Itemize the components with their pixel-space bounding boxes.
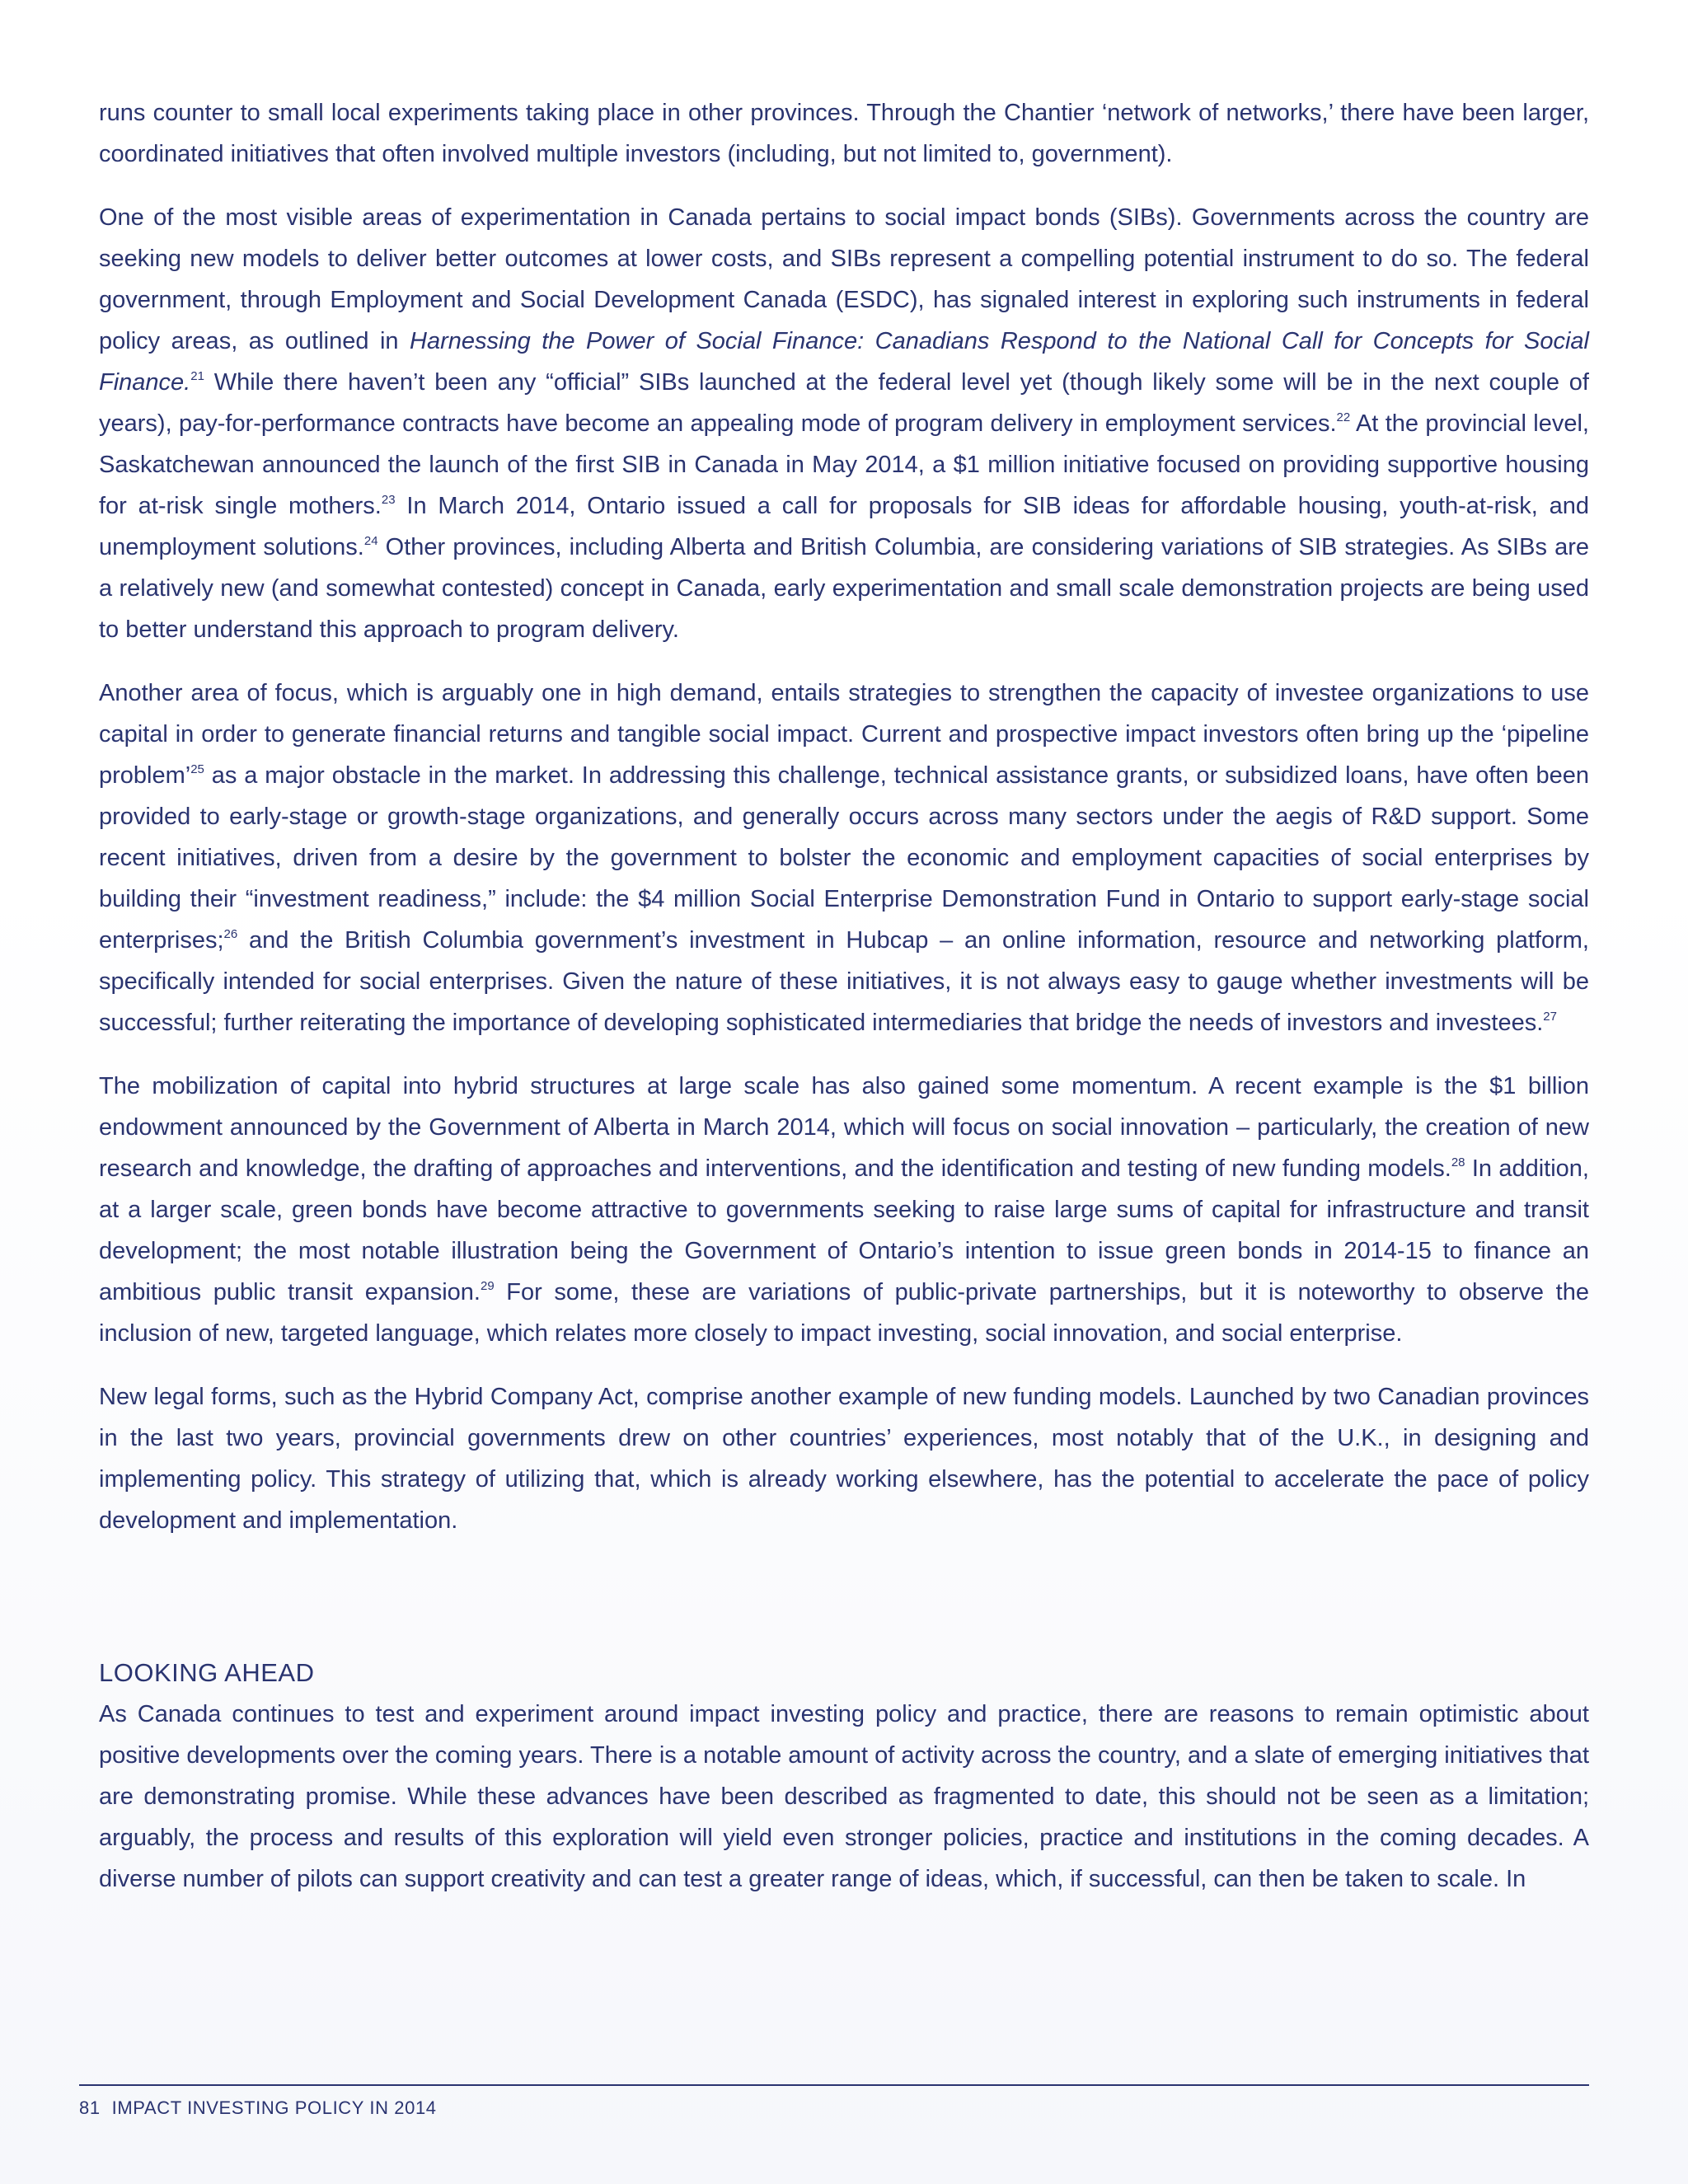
paragraph-text: As Canada continues to test and experiment around impact investing policy and practice, there are reasons to remain optimistic about positive developments over the coming years. There is a notable amount of activity across the country, and a slate of emerging initiatives that are demonstrating promise. While these advances have been described as fragmented to date, this should not be seen as a limitation; arguably, the process and results of this exploration will yield even stronger policies, practice and institutions in the coming decades. A diverse number of pilots can support creativity and can test a greater range of ideas, which, if successful, can then be taken to scale. In <box>99 1701 1589 1892</box>
paragraph-looking-ahead <box>99 1694 1589 1900</box>
paragraph-text: as a major obstacle in the market. In addressing this challenge, technical assistance grants, or subsidized loans, have often been provided to early-stage or growth-stage organizations, and generally occurs across many sectors under the aegis of R&D support. Some recent initiatives, driven from a desire by the government to bolster the economic and employment capacities of social enterprises by building their “investment readiness,” include: the $4 million Social Enterprise Demonstration Fund in Ontario to support early-stage social enterprises; <box>99 762 1589 954</box>
paragraph-text: For some, these are variations of public-private partnerships, but it is noteworthy to observe the inclusion of new, targeted language, which relates more closely to impact investing, social innovation, and social enterprise. <box>99 1279 1589 1347</box>
footnote-marker-25: 25 <box>190 762 204 776</box>
paragraph-text: In addition, at a larger scale, green bonds have become attractive to governments seeking to raise large sums of capital for infrastructure and transit development; the most notable illustration being the Government of Ontario’s intention to issue green bonds in 2014-15 to finance an ambitious public transit expansion. <box>99 1155 1589 1305</box>
paragraph-text: runs counter to small local experiments taking place in other provinces. Through the Chantier ‘network of networks,’ there have been larger, coordinated initiatives that often involved multiple investors (including, but not limited to, government). <box>99 100 1589 167</box>
footnote-marker-26: 26 <box>223 927 238 941</box>
paragraph-social-impact-bonds <box>99 197 1589 650</box>
footnote-marker-28: 28 <box>1451 1155 1465 1169</box>
footnote-marker-29: 29 <box>480 1279 495 1293</box>
paragraph-investee-capacity <box>99 673 1589 1043</box>
paragraph-text: While there haven’t been any “official” SIBs launched at the federal level yet (though likely some will be in the next couple of years), pay-for-performance contracts have become an appealing mode of program delivery in employment services. <box>99 369 1589 437</box>
page-footer <box>79 2097 437 2119</box>
section-gap <box>99 1563 1589 1652</box>
page-number: 81 <box>79 2097 101 2118</box>
footnote-marker-23: 23 <box>381 493 396 507</box>
footnote-marker-22: 22 <box>1336 410 1351 424</box>
paragraph-text: New legal forms, such as the Hybrid Company Act, comprise another example of new funding models. Launched by two Canadian provinces in the last two years, provincial governments drew on other countries’ experiences, most notably that of the U.K., in designing and implementing policy. This strategy of utilizing that, which is already working elsewhere, has the potential to accelerate the pace of policy development and implementation. <box>99 1384 1589 1534</box>
paragraph-text: In March 2014, Ontario issued a call for proposals for SIB ideas for affordable housing, youth-at-risk, and unemployment solutions. <box>99 493 1589 560</box>
paragraph-hybrid-structures <box>99 1066 1589 1354</box>
footnote-marker-24: 24 <box>363 534 378 548</box>
paragraph-text: Other provinces, including Alberta and British Columbia, are considering variations of SIB strategies. As SIBs are a relatively new (and somewhat contested) concept in Canada, early experimentation and small scale demonstration projects are being used to better understand this approach to program delivery. <box>99 534 1589 643</box>
paragraph-text: Another area of focus, which is arguably one in high demand, entails strategies to strengthen the capacity of investee organizations to use capital in order to generate financial returns and tangible social impact. Current and prospective impact investors often bring up the ‘pipeline problem’ <box>99 680 1589 789</box>
footnote-marker-27: 27 <box>1543 1010 1557 1024</box>
footer-divider <box>79 2084 1589 2086</box>
paragraph-text: At the provincial level, Saskatchewan announced the launch of the first SIB in Canada in May 2014, a $1 million initiative focused on providing supportive housing for at-risk single mothers. <box>99 410 1589 519</box>
paragraph-text: and the British Columbia government’s investment in Hubcap – an online information, resource and networking platform, specifically intended for social enterprises. Given the nature of these initiatives, it is not always easy to gauge whether investments will be successful; further reiterating the importance of developing sophisticated intermediaries that bridge the needs of investors and investees. <box>99 927 1589 1036</box>
footnote-marker-21: 21 <box>190 369 204 383</box>
paragraph-text: One of the most visible areas of experimentation in Canada pertains to social impact bonds (SIBs). Governments across the country are seeking new models to deliver better outcomes at lower costs, and SIBs represent a compelling potential instrument to do so. The federal government, through Employment and Social Development Canada (ESDC), has signaled interest in exploring such instruments in federal policy areas, as outlined in <box>99 204 1589 354</box>
section-heading-looking-ahead: LOOKING AHEAD <box>99 1658 315 1687</box>
paragraph-legal-forms <box>99 1376 1589 1541</box>
report-title-citation: Harnessing the Power of Social Finance: Canadians Respond to the National Call for Concepts for Social Finance. <box>99 328 1589 396</box>
running-title: IMPACT INVESTING POLICY IN 2014 <box>111 2097 437 2118</box>
page-body <box>99 92 1589 1922</box>
paragraph-text: The mobilization of capital into hybrid structures at large scale has also gained some momentum. A recent example is the $1 billion endowment announced by the Government of Alberta in March 2014, which will focus on social innovation – particularly, the creation of new research and knowledge, the drafting of approaches and interventions, and the identification and testing of new funding models. <box>99 1073 1589 1182</box>
paragraph-chantier-networks <box>99 92 1589 175</box>
